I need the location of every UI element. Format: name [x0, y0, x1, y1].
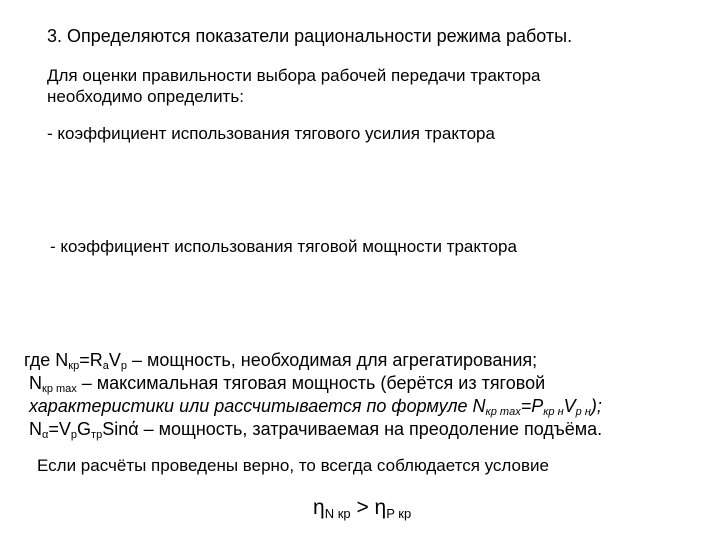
definition-line-2: $N_{кр max}$ – максимальная тяговая мощность (берётся из тяговой [29, 373, 546, 395]
condition-formula: $\eta_{N кр} > \eta_{P кр}$ [313, 496, 412, 521]
slide-heading: 3. Определяются показатели рациональности режима работы. [47, 26, 573, 46]
definition-line-4: $N_\alpha=V_рG_{тр}Sinά$ – мощность, затрачиваемая на преодоление подъёма. [29, 419, 603, 441]
item-traction-power-coefficient: - коэффициент использования тяговой мощности трактора [50, 237, 517, 256]
item-traction-force-coefficient: - коэффициент использования тягового усилия трактора [47, 124, 495, 143]
intro-line-2: необходимо определить: [47, 87, 244, 106]
definition-line-1: где $N_{кр}=R_аV_р$ – мощность, необходимая для агрегатирования; [24, 350, 538, 372]
definition-line-3: характеристики или рассчитывается по формуле $N_{кр max}=P_{кр н}V_{р н}$); [29, 396, 602, 418]
condition-text: Если расчёты проведены верно, то всегда соблюдается условие [37, 456, 549, 475]
intro-line-1: Для оценки правильности выбора рабочей передачи трактора [47, 66, 541, 85]
